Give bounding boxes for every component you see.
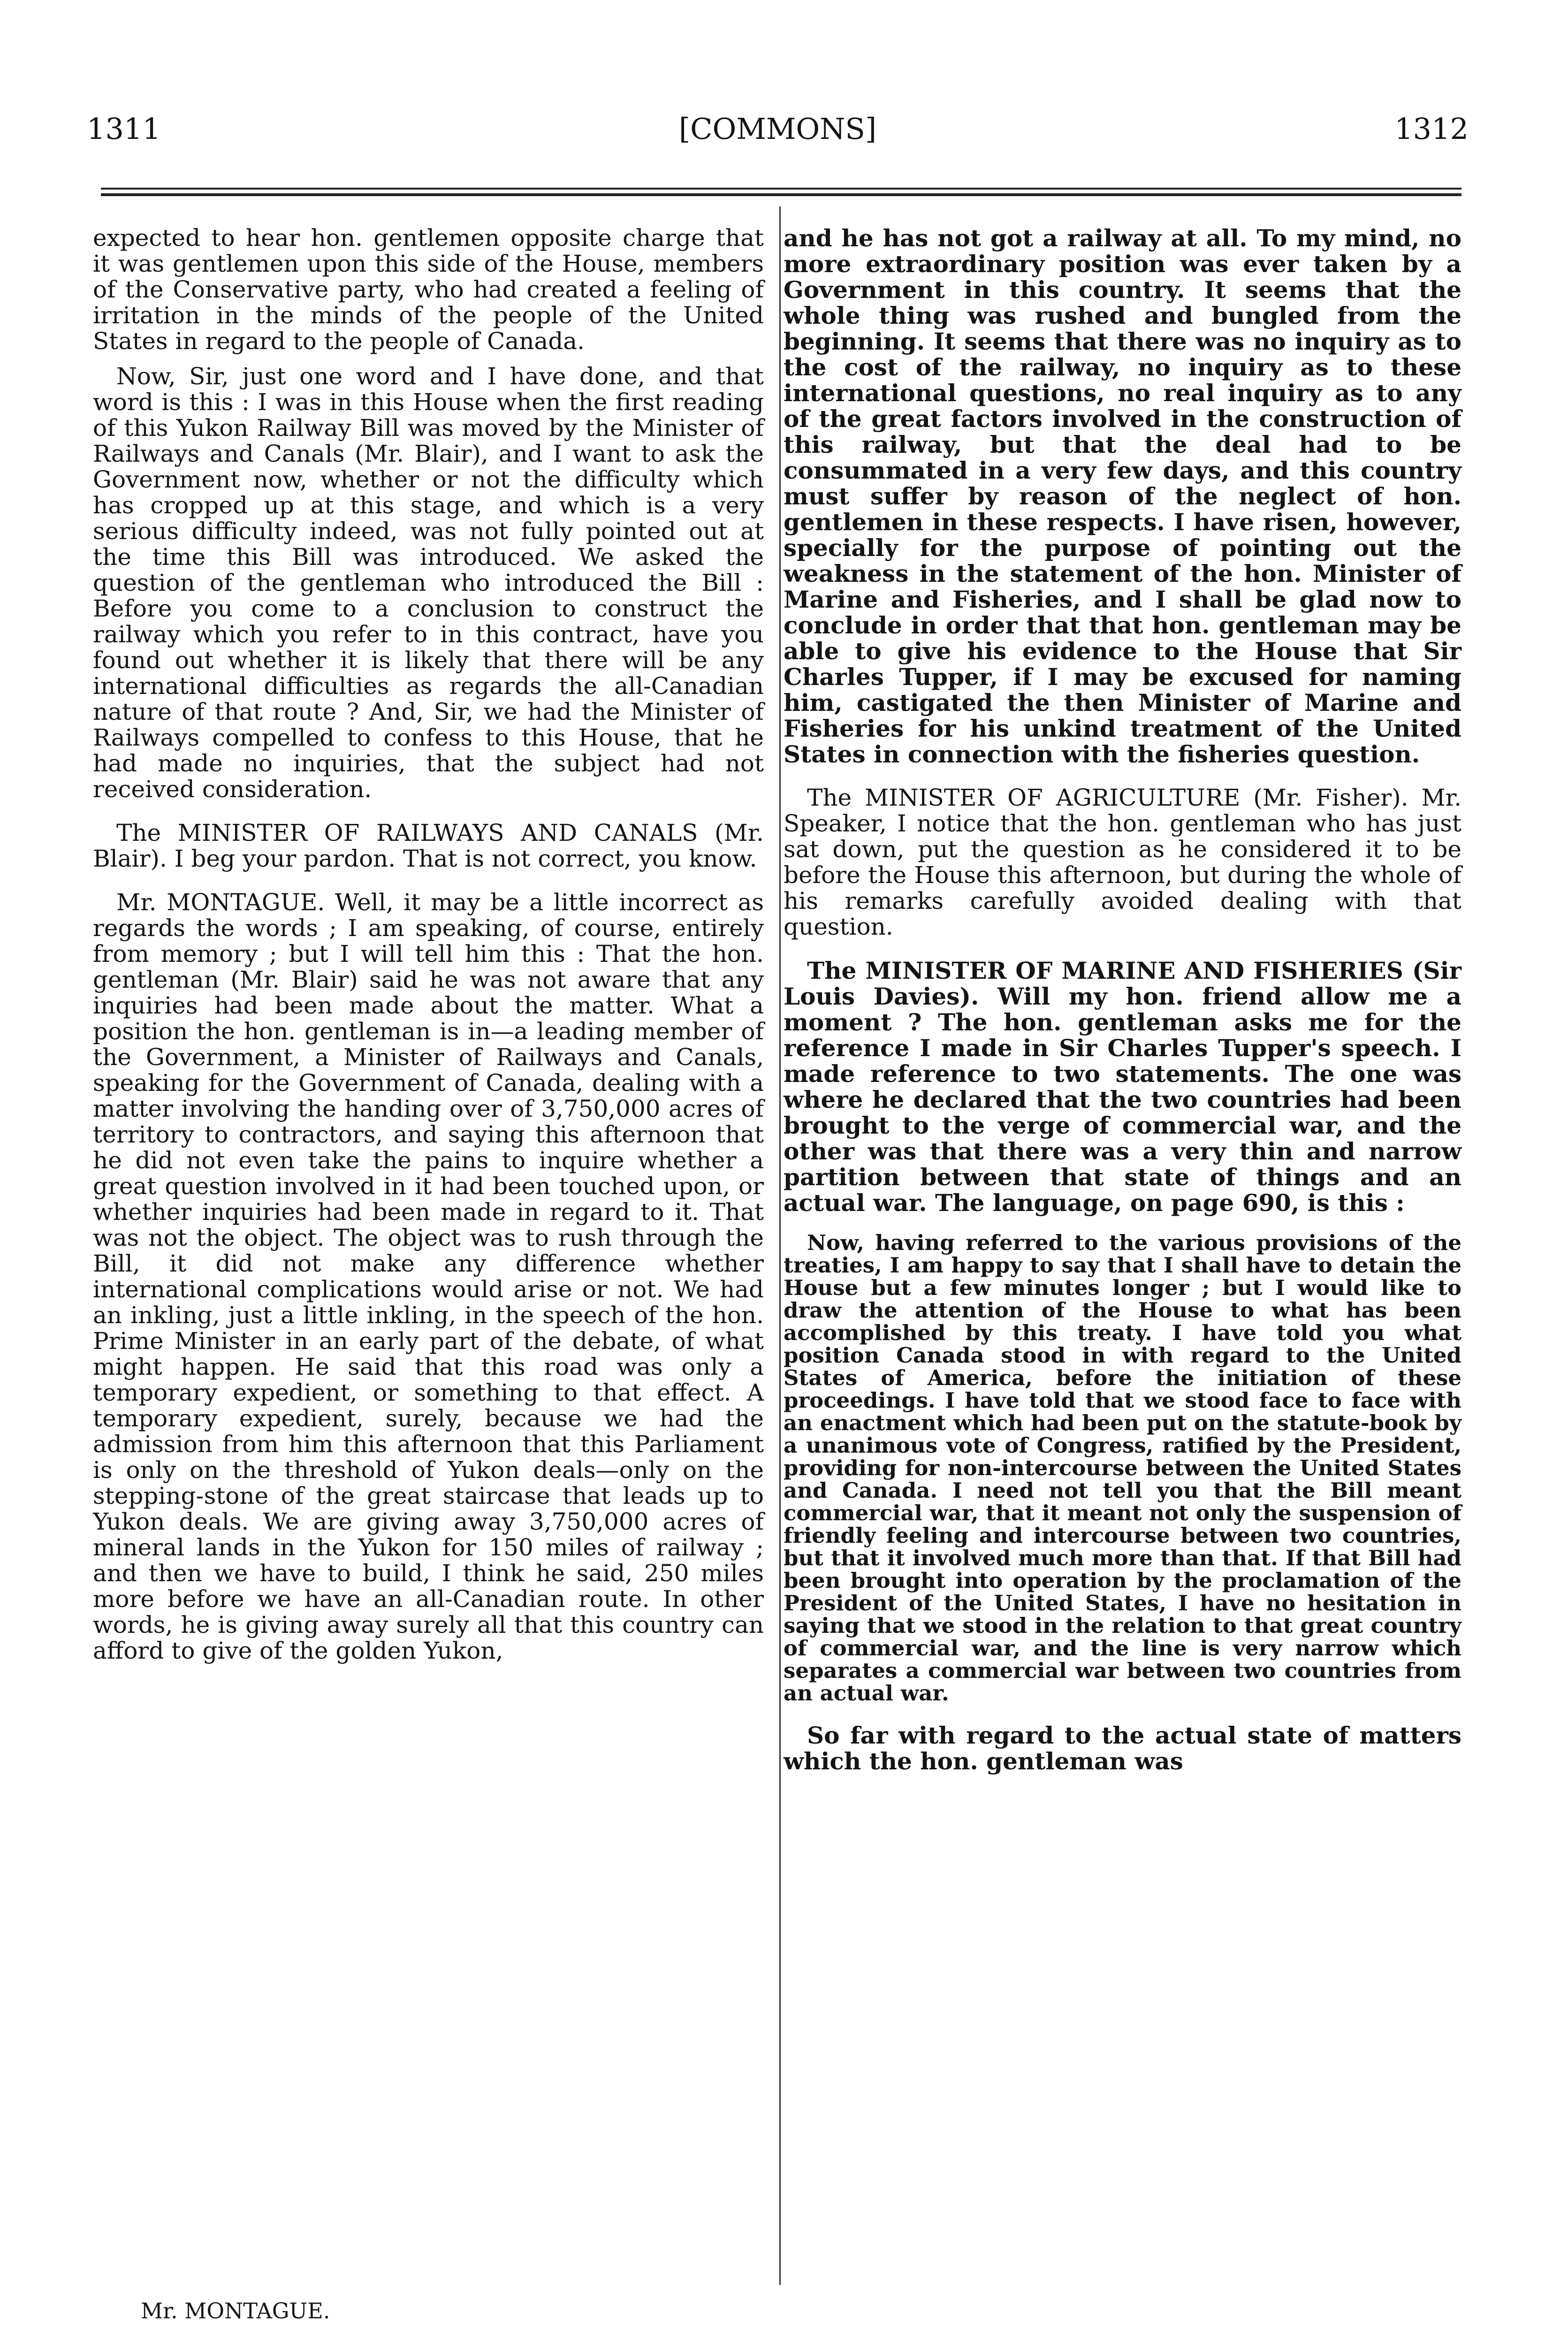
page-footer-speaker: Mr. MONTAGUE. xyxy=(141,2298,330,2323)
running-title: [COMMONS] xyxy=(678,112,877,146)
block-quote: Now, having referred to the various provisions of the treaties, I am happy to say that I shall have to detain the House but a few minutes longer ; but I would like to draw the attention of the House to what has been accomplished by this treaty. I have told you what position Canada stood in with regard to the United States of America, before the initiation of these proceedings. I have told that we stood face to face with an enactment which had been put on the statute-book by a unanimous vote of Congress, ratified by the President, providing for non-intercourse between the United States and Canada. I need not tell you that the Bill meant commercial war, that it meant not only the suspension of friendly feeling and intercourse between two countries, but that it involved much more than that. If that Bill had been brought into operation by the proclamation of the President of the United States, I have no hesitation in saying that we stood in the relation to that great country of commercial war, and the line is very narrow which separates a commercial war between two countries from an actual war. xyxy=(784,1230,1461,1706)
paragraph: Now, Sir, just one word and I have done, and that word is this : I was in this House when the first reading of this Yukon Railway Bill was moved by the Minister of Railways and Canals (Mr. Blair), and I want to ask the Government now, whether or not the difficulty which has cropped up at this stage, and which is a very serious difficulty indeed, was not fully pointed out at the time this Bill was introduced. We asked the question of the gentleman who introduced the Bill : Before you come to a conclusion to construct the railway which you refer to in this contract, have you found out whether it is likely that there will be any international difficulties as regards the all-Canadian nature of that route ? And, Sir, we had the Minister of Railways compelled to confess to this House, that he had made no inquiries, that the subject had not received consideration. xyxy=(93,363,764,803)
header-rule-thick xyxy=(101,193,1461,196)
paragraph: The MINISTER OF AGRICULTURE (Mr. Fisher). Mr. Speaker, I notice that the hon. gentleman who has just sat down, put the question as he considered it to be before the House this afternoon, but during the whole of his remarks carefully avoided dealing with that question. xyxy=(784,784,1461,940)
header-rule xyxy=(101,188,1461,190)
paragraph: Mr. MONTAGUE. Well, it may be a little incorrect as regards the words ; I am speaking, of course, entirely from memory ; but I will tell him this : That the hon. gentleman (Mr. Blair) said he was not aware that any inquiries had been made about the matter. What a position the hon. gentleman is in—a leading member of the Government, a Minister of Railways and Canals, speaking for the Government of Canada, dealing with a matter involving the handing over of 3,750,000 acres of territory to contractors, and saying this afternoon that he did not even take the pains to inquire whether a great question involved in it had been touched upon, or whether inquiries had been made in regard to it. That was not the object. The object was to rush through the Bill, it did not make any difference whether international complications would arise or not. We had an inkling, just a little inkling, in the speech of the hon. Prime Minister in an early part of the debate, of what might happen. He said that this road was only a temporary expedient, or something to that effect. A temporary expedient, surely, because we had the admission from him this afternoon that this Parliament is only on the threshold of Yukon deals—only on the stepping-stone of the great staircase that leads up to Yukon deals. We are giving away 3,750,000 acres of mineral lands in the Yukon for 150 miles of railway ; and then we have to build, I think he said, 250 miles more before we have an all-Canadian route. In other words, he is giving away surely all that this country can afford to give of the golden Yukon, xyxy=(93,889,764,1664)
paragraph: So far with regard to the actual state of matters which the hon. gentleman was xyxy=(784,1721,1461,1775)
column-divider xyxy=(779,206,781,2285)
right-column xyxy=(784,225,1461,1774)
left-column xyxy=(93,225,764,1664)
page-number-left: 1311 xyxy=(87,112,161,146)
paragraph: expected to hear hon. gentlemen opposite charge that it was gentlemen upon this side of the House, members of the Conservative party, who had created a feeling of irritation in the minds of the people of the United States in regard to the people of Canada. xyxy=(93,224,764,355)
paragraph: The MINISTER OF RAILWAYS AND CANALS (Mr. Blair). I beg your pardon. That is not correct, you know. xyxy=(93,819,764,872)
paragraph: The MINISTER OF MARINE AND FISHERIES (Sir Louis Davies). Will my hon. friend allow me a moment ? The hon. gentleman asks me for the reference I made in Sir Charles Tupper's speech. I made reference to two statements. The one was where he declared that the two countries had been brought to the verge of commercial war, and the other was that there was a very thin and narrow partition between that state of things and an actual war. The language, on page 690, is this : xyxy=(784,957,1461,1217)
paragraph: and he has not got a railway at all. To my mind, no more extraordinary position was ever taken by a Government in this country. It seems that the whole thing was rushed and bungled from the beginning. It seems that there was no inquiry as to the cost of the railway, no inquiry as to these international questions, no real inquiry as to any of the great factors involved in the construction of this railway, but that the deal had to be consummated in a very few days, and this country must suffer by reason of the neglect of hon. gentlemen in these respects. I have risen, however, specially for the purpose of pointing out the weakness in the statement of the hon. Minister of Marine and Fisheries, and I shall be glad now to conclude in order that that hon. gentleman may be able to give his evidence to the House that Sir Charles Tupper, if I may be excused for naming him, castigated the then Minister of Marine and Fisheries for his unkind treatment of the United States in connection with the fisheries question. xyxy=(784,224,1461,768)
page-number-right: 1312 xyxy=(1394,112,1469,146)
page-header xyxy=(87,106,1469,162)
